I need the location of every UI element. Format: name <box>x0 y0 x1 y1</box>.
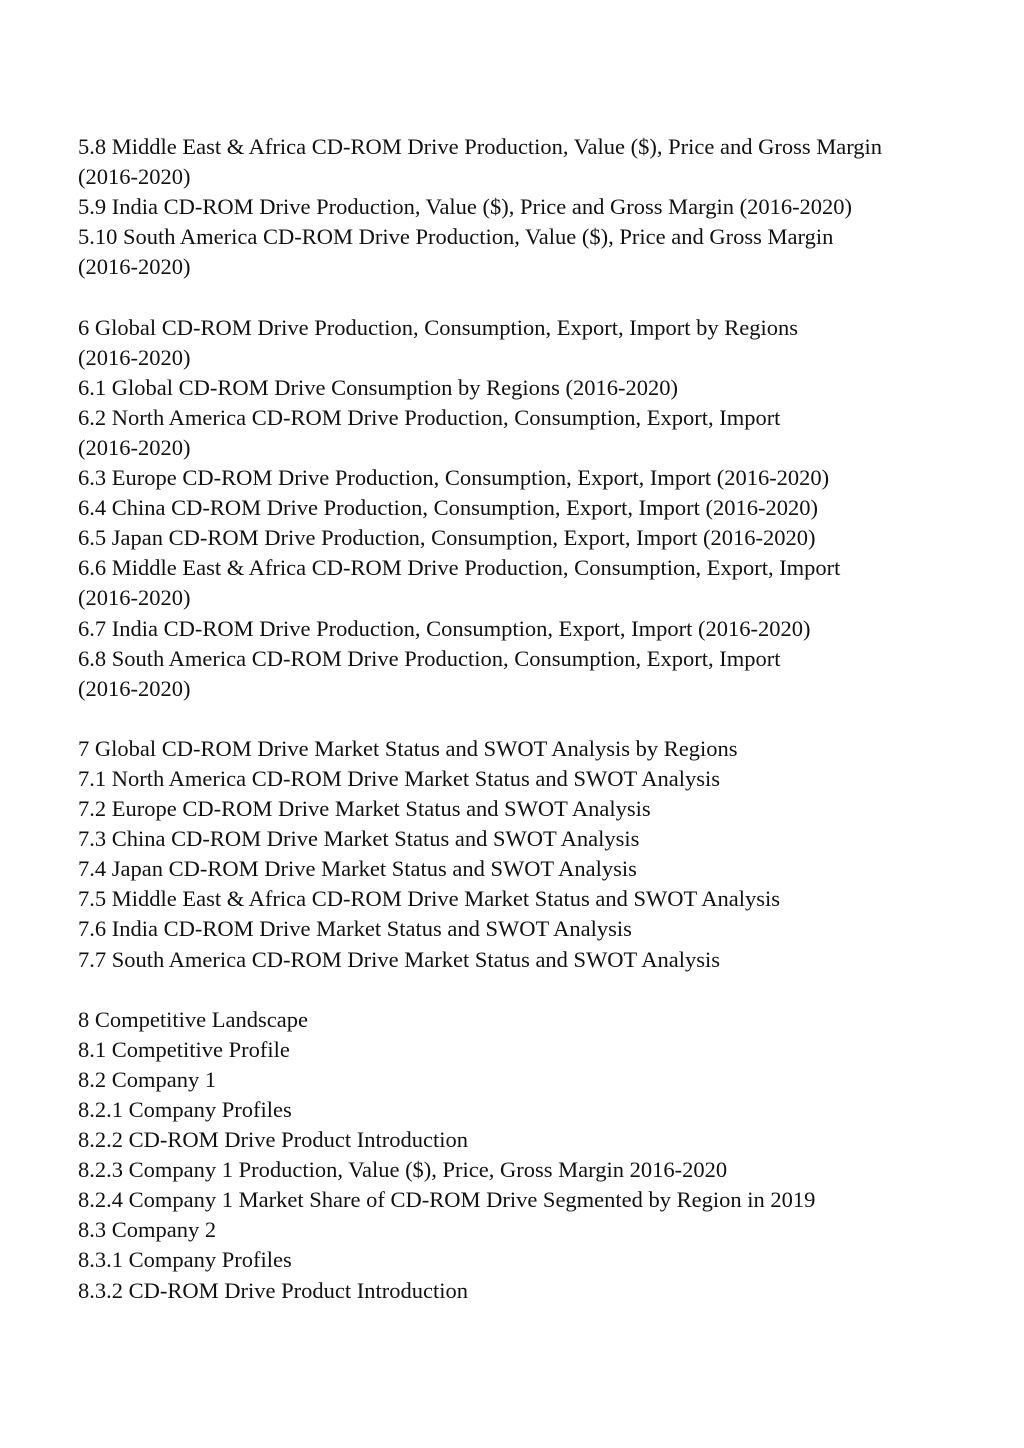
toc-entry: 7.7 South America CD-ROM Drive Market Status and SWOT Analysis <box>78 946 721 972</box>
toc-entry: 5.8 Middle East & Africa CD-ROM Drive Production, Value ($), Price and Gross Margin <box>78 134 883 159</box>
section-5-block <box>78 132 958 282</box>
toc-entry: 7.2 Europe CD-ROM Drive Market Status and SWOT Analysis <box>78 796 651 822</box>
toc-entry: 8.2 Company 1 <box>78 1066 217 1092</box>
toc-entry: 8.3.1 Company Profiles <box>78 1247 292 1273</box>
toc-entry: 8.2.2 CD-ROM Drive Product Introduction <box>78 1127 468 1153</box>
toc-entry: 5.10 South America CD-ROM Drive Production, Value ($), Price and Gross Margin <box>78 224 834 250</box>
toc-entry: (2016-2020) <box>78 164 191 190</box>
toc-entry: 8.2.1 Company Profiles <box>78 1097 292 1122</box>
toc-entry: 7.3 China CD-ROM Drive Market Status and SWOT Analysis <box>78 826 640 852</box>
toc-entry: (2016-2020) <box>78 585 191 611</box>
section-6-block <box>78 313 958 704</box>
toc-entry: 8.3.2 CD-ROM Drive Product Introduction <box>78 1277 468 1303</box>
section-heading: 7 Global CD-ROM Drive Market Status and SWOT Analysis by Regions <box>78 735 738 761</box>
toc-entry: 6.5 Japan CD-ROM Drive Production, Consumption, Export, Import (2016-2020) <box>78 525 816 551</box>
toc-entry: 7.4 Japan CD-ROM Drive Market Status and SWOT Analysis <box>78 856 637 882</box>
document-page <box>78 132 958 1306</box>
toc-entry: 6.6 Middle East & Africa CD-ROM Drive Production, Consumption, Export, Import <box>78 555 841 581</box>
toc-entry: (2016-2020) <box>78 344 191 370</box>
toc-entry: (2016-2020) <box>78 675 191 701</box>
toc-entry: (2016-2020) <box>78 254 191 280</box>
toc-entry: 6.1 Global CD-ROM Drive Consumption by Regions (2016-2020) <box>78 374 678 400</box>
section-spacer <box>78 975 958 1005</box>
toc-entry: 6.7 India CD-ROM Drive Production, Consumption, Export, Import (2016-2020) <box>78 615 811 641</box>
toc-entry: (2016-2020) <box>78 434 191 460</box>
toc-entry: 7.6 India CD-ROM Drive Market Status and SWOT Analysis <box>78 916 632 942</box>
section-7-block <box>78 734 958 975</box>
toc-entry: 8.2.3 Company 1 Production, Value ($), Price, Gross Margin 2016-2020 <box>78 1157 728 1183</box>
section-heading: 6 Global CD-ROM Drive Production, Consumption, Export, Import by Regions <box>78 314 798 340</box>
toc-entry: 6.8 South America CD-ROM Drive Production, Consumption, Export, Import <box>78 645 781 671</box>
toc-entry: 6.2 North America CD-ROM Drive Production, Consumption, Export, Import <box>78 404 781 430</box>
section-spacer <box>78 704 958 734</box>
toc-entry: 8.1 Competitive Profile <box>78 1036 290 1062</box>
toc-entry: 6.3 Europe CD-ROM Drive Production, Consumption, Export, Import (2016-2020) <box>78 465 830 491</box>
toc-entry: 8.2.4 Company 1 Market Share of CD-ROM Drive Segmented by Region in 2019 <box>78 1187 816 1213</box>
section-heading: 8 Competitive Landscape <box>78 1006 308 1032</box>
toc-entry: 6.4 China CD-ROM Drive Production, Consumption, Export, Import (2016-2020) <box>78 495 818 521</box>
section-8-block <box>78 1005 958 1306</box>
toc-entry: 7.1 North America CD-ROM Drive Market Status and SWOT Analysis <box>78 765 721 791</box>
toc-entry: 8.3 Company 2 <box>78 1217 217 1243</box>
toc-entry: 5.9 India CD-ROM Drive Production, Value ($), Price and Gross Margin (2016-2020) <box>78 194 853 220</box>
section-spacer <box>78 282 958 312</box>
toc-entry: 7.5 Middle East & Africa CD-ROM Drive Market Status and SWOT Analysis <box>78 886 781 912</box>
